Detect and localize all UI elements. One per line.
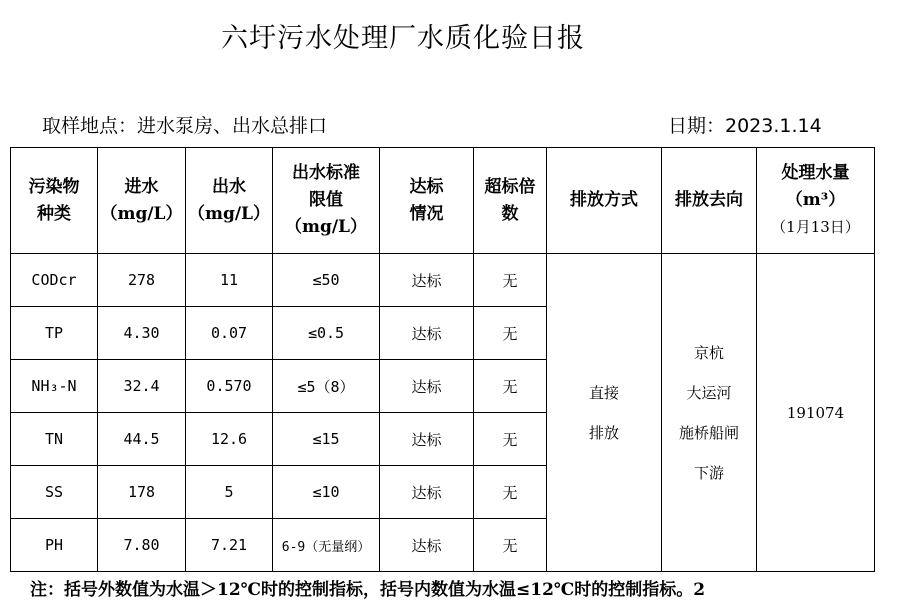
header-outflow: 出水 （mg/L）	[186, 148, 273, 254]
limit-value: ≤15	[273, 413, 380, 466]
water-quality-table	[10, 147, 875, 572]
header-discharge-direction: 排放去向	[662, 148, 757, 254]
treated-volume-value: 191074	[757, 254, 875, 572]
pollutant-name: NH₃-N	[11, 360, 98, 413]
exceed-value: 无	[474, 307, 547, 360]
outflow-value: 12.6	[186, 413, 273, 466]
outflow-value: 0.07	[186, 307, 273, 360]
sampling-location: 取样地点：进水泵房、出水总排口	[42, 115, 328, 137]
compliance-status: 达标	[380, 519, 474, 572]
compliance-status: 达标	[380, 466, 474, 519]
table-row	[11, 254, 875, 307]
outflow-value: 5	[186, 466, 273, 519]
report-date: 日期：2023.1.14	[668, 115, 822, 137]
compliance-status: 达标	[380, 254, 474, 307]
exceed-value: 无	[474, 254, 547, 307]
limit-value: 6-9（无量纲）	[273, 519, 380, 572]
header-inflow: 进水 （mg/L）	[98, 148, 186, 254]
compliance-status: 达标	[380, 413, 474, 466]
exceed-value: 无	[474, 519, 547, 572]
inflow-value: 178	[98, 466, 186, 519]
discharge-direction-cell: 京杭 大运河 施桥船闸 下游	[662, 254, 757, 572]
pollutant-name: TP	[11, 307, 98, 360]
header-limit: 出水标准 限值 （mg/L）	[273, 148, 380, 254]
exceed-value: 无	[474, 413, 547, 466]
inflow-value: 32.4	[98, 360, 186, 413]
header-pollutant: 污染物 种类	[11, 148, 98, 254]
limit-value: ≤50	[273, 254, 380, 307]
limit-value: ≤10	[273, 466, 380, 519]
header-volume: 处理水量 （m³） （1月13日）	[757, 148, 875, 254]
pollutant-name: PH	[11, 519, 98, 572]
header-row	[11, 148, 875, 254]
discharge-method-cell: 直接 排放	[547, 254, 662, 572]
report-title: 六圩污水处理厂水质化验日报	[221, 23, 585, 54]
outflow-value: 7.21	[186, 519, 273, 572]
pollutant-name: CODcr	[11, 254, 98, 307]
exceed-value: 无	[474, 360, 547, 413]
inflow-value: 7.80	[98, 519, 186, 572]
compliance-status: 达标	[380, 307, 474, 360]
inflow-value: 44.5	[98, 413, 186, 466]
footnote: 注：括号外数值为水温＞12℃时的控制指标，括号内数值为水温≤12℃时的控制指标。2	[30, 580, 706, 600]
inflow-value: 4.30	[98, 307, 186, 360]
pollutant-name: SS	[11, 466, 98, 519]
exceed-value: 无	[474, 466, 547, 519]
inflow-value: 278	[98, 254, 186, 307]
limit-value: ≤5（8）	[273, 360, 380, 413]
pollutant-name: TN	[11, 413, 98, 466]
compliance-status: 达标	[380, 360, 474, 413]
header-compliance: 达标 情况	[380, 148, 474, 254]
outflow-value: 11	[186, 254, 273, 307]
header-discharge-method: 排放方式	[547, 148, 662, 254]
outflow-value: 0.570	[186, 360, 273, 413]
limit-value: ≤0.5	[273, 307, 380, 360]
header-exceed: 超标倍 数	[474, 148, 547, 254]
